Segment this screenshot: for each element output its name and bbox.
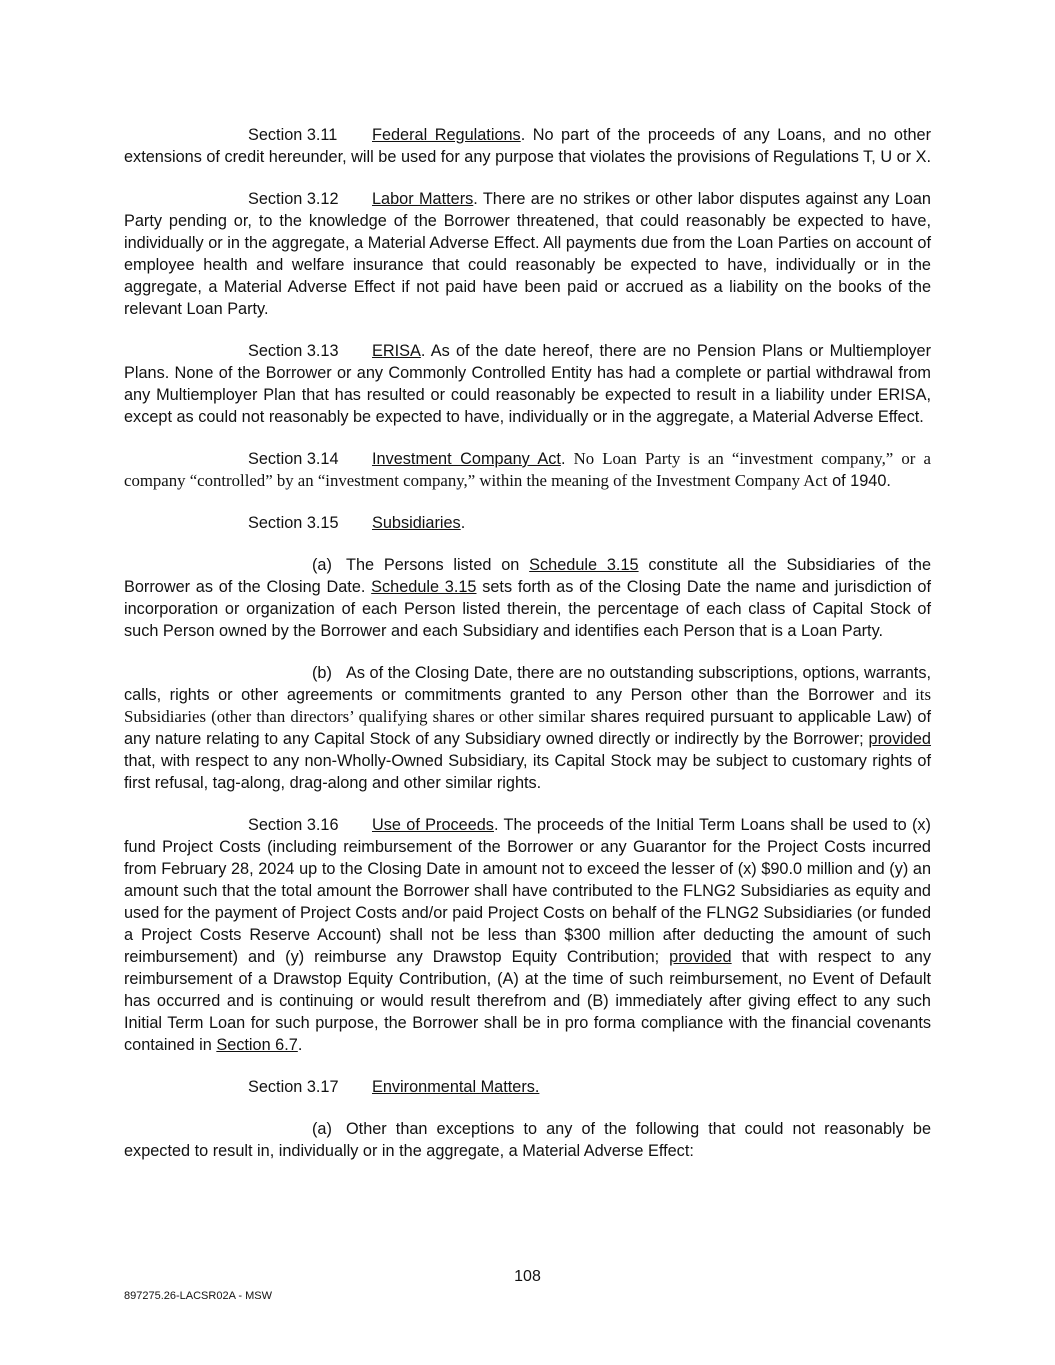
section-number: Section 3.13 [248,342,339,360]
clause-label: (a) [312,556,332,574]
section-3-14 [124,448,931,492]
schedule-reference: Schedule 3.15 [371,578,477,596]
section-title: Federal Regulations [372,126,521,144]
clause-text: Other than exceptions to any of the following that could not reasonably be expected to result in, individually or in the aggregate, a Material Adverse Effect: [124,1120,931,1160]
section-text: that with respect to any reimbursement of a Drawstop Equity Contribution, (A) at the time of such reimbursement, no Event of Default has occurred and is continuing or would result therefrom and (B) immediately after giving effect to any such Initial Term Loan for such purpose, the Borrower shall be in pro forma compliance with the financial covenants contained in [124,948,931,1054]
section-text-end: of 1940. [827,472,891,490]
section-title: ERISA [372,342,421,360]
section-text: . The proceeds of the Initial Term Loans shall be used to (x) fund Project Costs (including reimbursement of the Borrower or any Guarantor for the Project Costs incurred from February 28, 2024 up to the Closing Date in amount not to exceed the lesser of (x) $90.0 million and (y) an amount such that the total amount the Borrower shall have contributed to the FLNG2 Subsidiaries as equity and used for the payment of Project Costs and/or paid Project Costs on behalf of the FLNG2 Subsidiaries (or funded a Project Costs Reserve Account) shall not be less than $300 million after deducting the amount of such reimbursement) and (y) reimburse any Drawstop Equity Contribution; [124,816,931,966]
section-3-13 [124,340,931,428]
page-number: 108 [514,1268,541,1285]
clause-text: that, with respect to any non-Wholly-Owned Subsidiary, its Capital Stock may be subject to customary rights of first refusal, tag-along, drag-along and other similar rights. [124,752,931,792]
clause-text: The Persons listed on [346,556,530,574]
clause-label: (a) [312,1120,332,1138]
section-number: Section 3.11 [248,126,338,144]
provided-term: provided [669,948,732,966]
section-3-16 [124,814,931,1056]
section-number: Section 3.14 [248,450,339,468]
section-3-15 [124,512,931,534]
section-reference: Section 6.7 [216,1036,298,1054]
section-title: Environmental Matters. [372,1078,540,1096]
section-text: . No part of the proceeds of any Loans, and no other extensions of credit hereunder, will be used for any purpose that violates the provisions of Regulations T, U or X. [124,126,931,166]
clause-text: constitute all the Subsidiaries of the Borrower as of the Closing Date. [124,556,931,596]
section-title: Use of Proceeds [372,816,494,834]
section-3-15-b [124,662,931,794]
section-3-17 [124,1076,931,1098]
section-text: . [297,1036,303,1054]
section-text-serif: No Loan Party is an “investment company,” or a company “controlled” by an “investment company,” within the meaning of the Investment Company Act [124,449,931,490]
document-page [124,124,931,1182]
section-number: Section 3.12 [248,190,339,208]
clause-label: (b) [312,664,332,682]
section-title-period: . [460,514,466,532]
clause-text-serif: and its Subsidiaries (other than directors’ qualifying shares or other similar [124,685,931,726]
section-number: Section 3.15 [248,514,339,532]
section-number: Section 3.17 [248,1078,339,1096]
section-title: Investment Company Act [372,450,561,468]
section-3-15-a [124,554,931,642]
document-id: 897275.26-LACSR02A - MSW [124,1290,272,1302]
provided-term: provided [868,730,931,748]
section-number: Section 3.16 [248,816,339,834]
section-text: . As of the date hereof, there are no Pension Plans or Multiemployer Plans. None of the Borrower or any Commonly Controlled Entity has had a complete or partial withdrawal from any Multiemployer Plan that has resulted or could reasonably be expected to result in a liability under ERISA, except as could not reasonably be expected to have, individually or in the aggregate, a Material Adverse Effect. [124,342,931,426]
section-3-17-a [124,1118,931,1162]
section-title-period: . [560,450,566,468]
clause-text: As of the Closing Date, there are no outstanding subscriptions, options, warrants, calls, rights or other agreements or commitments granted to any Person other than the Borrower [124,664,931,704]
section-3-12 [124,188,931,320]
section-3-11 [124,124,931,168]
clause-text: sets forth as of the Closing Date the name and jurisdiction of incorporation or organization of each Person listed therein, the percentage of each class of Capital Stock of such Person owned by the Borrower and each Subsidiary and identifies each Person that is a Loan Party. [124,578,931,640]
section-text: . There are no strikes or other labor disputes against any Loan Party pending or, to the knowledge of the Borrower threatened, that could reasonably be expected to have, individually or in the aggregate, a Material Adverse Effect. All payments due from the Loan Parties on account of employee health and welfare insurance that could reasonably be expected to have, individually or in the aggregate, a Material Adverse Effect if not paid have been paid or accrued as a liability on the books of the relevant Loan Party. [124,190,931,318]
schedule-reference: Schedule 3.15 [529,556,639,574]
section-title: Labor Matters [372,190,474,208]
clause-text: shares required pursuant to applicable Law) of any nature relating to any Capital Stock of any Subsidiary owned directly or indirectly by the Borrower; [124,708,931,748]
section-title: Subsidiaries [372,514,461,532]
